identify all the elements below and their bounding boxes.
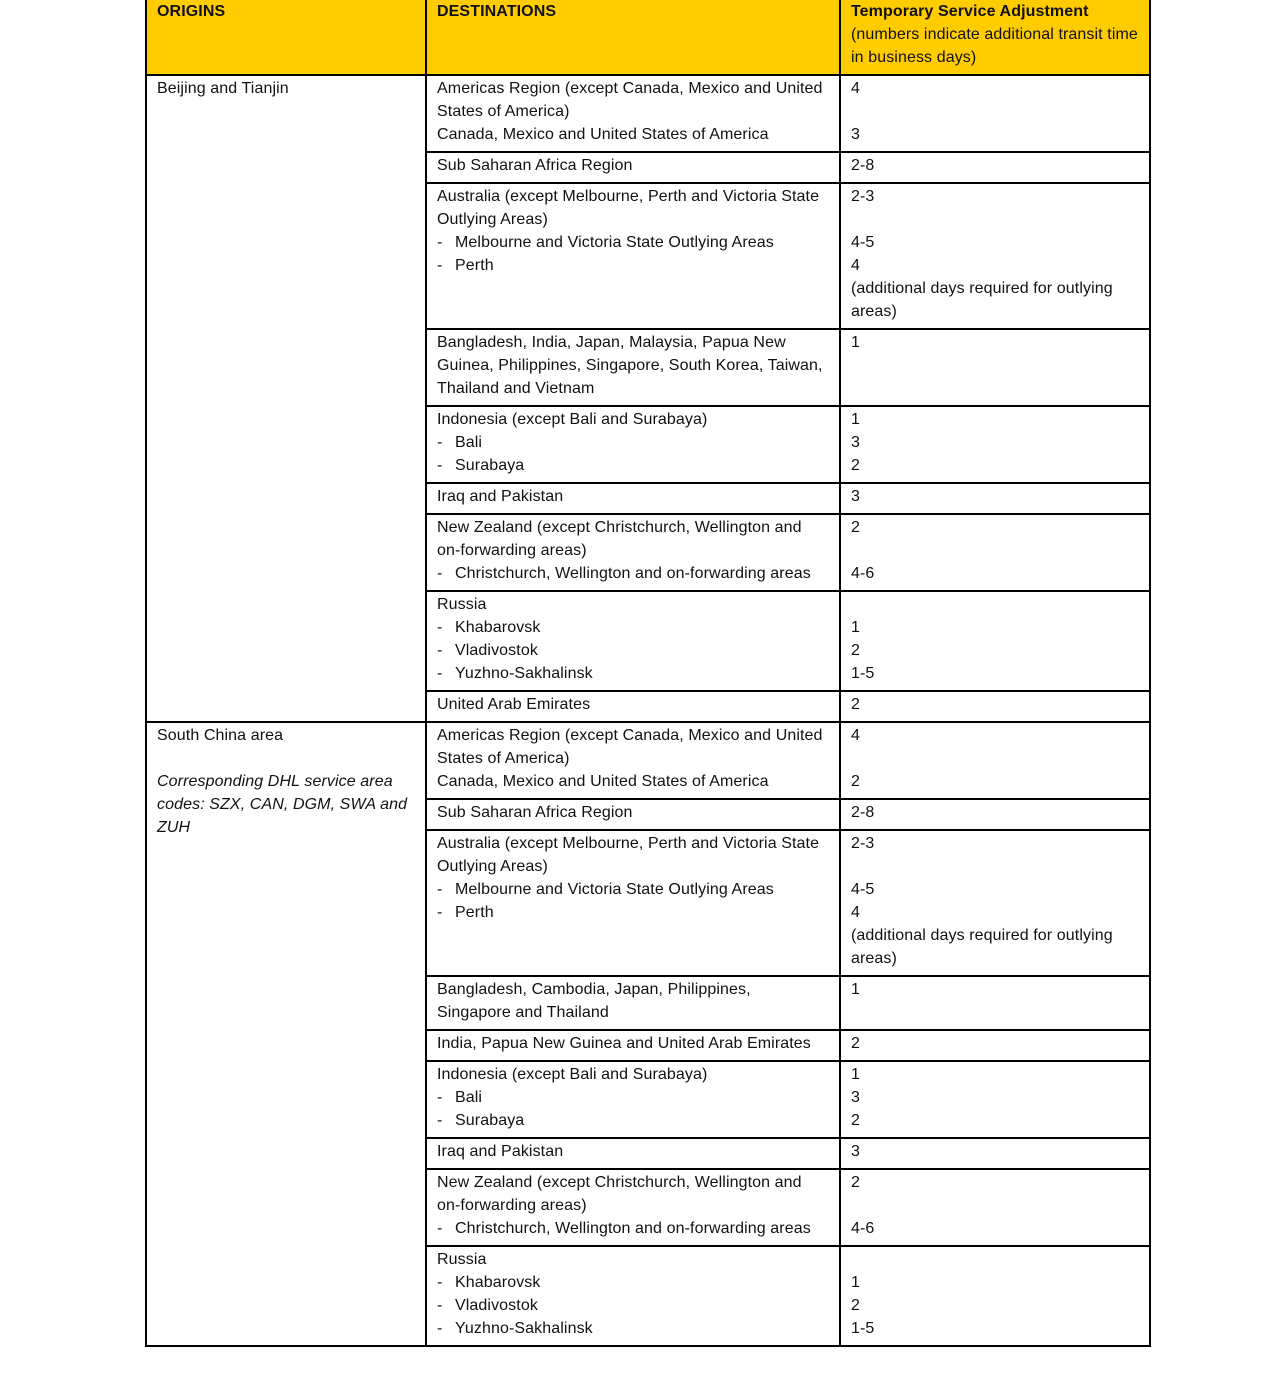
adjustment-value: 4 [851,257,860,274]
adjustment-value: 1 [851,411,860,428]
destination-sub-item [437,662,829,685]
destination-sub-item [437,1317,829,1340]
adjustment-value: 1 [851,334,860,351]
destination-label: United Arab Emirates [437,696,591,713]
adjustment-value: 3 [851,1143,860,1160]
destination-cell [426,1246,840,1346]
adjustment-value: (additional days required for outlying areas) [851,280,1113,320]
adjustment-cell [840,406,1150,483]
adjustment-value [851,593,1139,616]
destination-sub-item [437,878,829,901]
destination-sub-label: Melbourne and Victoria State Outlying Areas [455,881,774,898]
adjustment-value: 3 [851,1089,860,1106]
destinations-header-label: DESTINATIONS [437,3,557,20]
adjustment-value: 4-6 [851,565,875,582]
adjustment-cell [840,799,1150,830]
destination-cell [426,1061,840,1138]
origin-cell [146,75,426,722]
table-row [146,75,1150,152]
destination-label: Bangladesh, India, Japan, Malaysia, Papua New Guinea, Philippines, Singapore, South Korea, Taiwan, Thailand and Vietnam [437,334,827,397]
adjustment-value: 2-8 [851,157,875,174]
list-dash: - [437,1274,443,1291]
adjustment-value: 4-6 [851,1220,875,1237]
list-dash: - [437,1297,443,1314]
destination-label: Canada, Mexico and United States of America [437,126,769,143]
adjustment-value: 1 [851,1066,860,1083]
list-dash: - [437,904,443,921]
adjustment-header-note: (numbers indicate additional transit time in business days) [851,26,1138,66]
adjustment-value: 2-3 [851,188,875,205]
destination-sub-item [437,431,829,454]
adjustment-value: 2 [851,642,860,659]
list-dash: - [437,565,443,582]
header-row [146,0,1150,75]
destination-sub-item [437,1217,829,1240]
adjustment-value: 4-5 [851,234,875,251]
destination-cell [426,830,840,976]
list-dash: - [437,434,443,451]
adjustment-value: 1 [851,981,860,998]
origin-cell [146,722,426,1346]
destination-sub-item [437,1109,829,1132]
destination-cell [426,1169,840,1246]
destination-label: Bangladesh, Cambodia, Japan, Philippines, Singapore and Thailand [437,981,756,1021]
destination-sub-item [437,562,829,585]
destination-cell [426,514,840,591]
destination-label: India, Papua New Guinea and United Arab Emirates [437,1035,811,1052]
destination-sub-item [437,1086,829,1109]
adjustment-cell [840,183,1150,329]
adjustment-value: 2 [851,457,860,474]
adjustment-value: 1 [851,619,860,636]
list-dash: - [437,1220,443,1237]
adjustment-value: 1-5 [851,665,875,682]
adjustment-value: 2 [851,1297,860,1314]
destination-cell [426,152,840,183]
destination-sub-label: Yuzhno-Sakhalinsk [455,665,593,682]
destination-label: Russia [437,596,487,613]
adjustment-value: 2 [851,1035,860,1052]
destination-cell [426,591,840,691]
adjustment-cell [840,1246,1150,1346]
destination-sub-label: Vladivostok [455,642,538,659]
adjustment-cell [840,591,1150,691]
destination-sub-item [437,1294,829,1317]
destination-label: Canada, Mexico and United States of America [437,773,769,790]
destination-cell [426,722,840,799]
adjustment-value: 2-3 [851,835,875,852]
destination-cell [426,406,840,483]
list-dash: - [437,457,443,474]
destination-sub-label: Surabaya [455,457,525,474]
adjustment-value: 1 [851,1274,860,1291]
adjustment-header [840,0,1150,75]
table-body [146,75,1150,1346]
list-dash: - [437,1320,443,1337]
destination-cell [426,483,840,514]
adjustment-cell [840,329,1150,406]
list-dash: - [437,881,443,898]
adjustment-value: 3 [851,488,860,505]
destination-cell [426,799,840,830]
destination-sub-label: Christchurch, Wellington and on-forwarding areas [455,1220,811,1237]
destination-cell [426,691,840,722]
destination-sub-label: Yuzhno-Sakhalinsk [455,1320,593,1337]
adjustment-cell [840,976,1150,1030]
destination-sub-label: Perth [455,257,494,274]
adjustment-value: 2-8 [851,804,875,821]
destination-sub-item [437,254,829,277]
destination-label: Sub Saharan Africa Region [437,157,633,174]
destination-sub-label: Melbourne and Victoria State Outlying Areas [455,234,774,251]
destination-sub-label: Khabarovsk [455,619,541,636]
adjustment-value [851,100,1139,123]
list-dash: - [437,1112,443,1129]
adjustment-value: 2 [851,519,860,536]
destination-sub-label: Bali [455,1089,483,1106]
adjustment-cell [840,691,1150,722]
adjustment-value: 4 [851,80,860,97]
adjustment-value: 2 [851,1174,860,1191]
adjustment-cell [840,514,1150,591]
destination-sub-item [437,616,829,639]
adjustment-cell [840,1169,1150,1246]
adjustment-value [851,208,1139,231]
adjustment-cell [840,1030,1150,1061]
list-dash: - [437,619,443,636]
destination-sub-label: Khabarovsk [455,1274,541,1291]
adjustment-value: 4 [851,727,860,744]
destination-label: Australia (except Melbourne, Perth and Victoria State Outlying Areas) [437,835,824,875]
list-dash: - [437,642,443,659]
adjustment-value [851,1248,1139,1271]
adjustment-cell [840,75,1150,152]
destination-cell [426,976,840,1030]
list-dash: - [437,665,443,682]
spacer [157,747,415,770]
destination-cell [426,1030,840,1061]
destination-cell [426,183,840,329]
adjustment-cell [840,152,1150,183]
adjustment-value: 1-5 [851,1320,875,1337]
list-dash: - [437,1089,443,1106]
destination-cell [426,75,840,152]
destinations-header [426,0,840,75]
destination-label: Americas Region (except Canada, Mexico and United States of America) [437,80,828,120]
adjustment-value: 3 [851,434,860,451]
origins-header [146,0,426,75]
adjustment-cell [840,1138,1150,1169]
list-dash: - [437,257,443,274]
destination-label: Americas Region (except Canada, Mexico and United States of America) [437,727,828,767]
adjustment-value: (additional days required for outlying areas) [851,927,1113,967]
destination-sub-label: Surabaya [455,1112,525,1129]
destination-cell [426,1138,840,1169]
adjustment-value: 3 [851,126,860,143]
destination-sub-label: Vladivostok [455,1297,538,1314]
destination-sub-label: Christchurch, Wellington and on-forwarding areas [455,565,811,582]
adjustment-cell [840,1061,1150,1138]
origin-name: South China area [157,727,284,744]
destination-sub-item [437,901,829,924]
adjustment-value [851,1194,1139,1217]
destination-label: New Zealand (except Christchurch, Wellington and on-forwarding areas) [437,1174,807,1214]
destination-sub-label: Perth [455,904,494,921]
adjustment-value: 2 [851,696,860,713]
destination-sub-item [437,639,829,662]
destination-sub-item [437,231,829,254]
adjustment-value [851,539,1139,562]
adjustment-value [851,747,1139,770]
destination-sub-label: Bali [455,434,483,451]
adjustment-value: 4-5 [851,881,875,898]
destination-label: Iraq and Pakistan [437,1143,564,1160]
destination-label: Sub Saharan Africa Region [437,804,633,821]
destination-label: Russia [437,1251,487,1268]
adjustment-value: 2 [851,1112,860,1129]
list-dash: - [437,234,443,251]
origin-name: Beijing and Tianjin [157,80,289,97]
destination-sub-item [437,454,829,477]
destination-label: Indonesia (except Bali and Surabaya) [437,1066,708,1083]
adjustment-cell [840,483,1150,514]
destination-label: Australia (except Melbourne, Perth and Victoria State Outlying Areas) [437,188,824,228]
destination-sub-item [437,1271,829,1294]
origin-note: Corresponding DHL service area codes: SZX, CAN, DGM, SWA and ZUH [157,773,412,836]
origins-header-label: ORIGINS [157,3,226,20]
service-adjustment-table [145,0,1151,1347]
adjustment-value: 4 [851,904,860,921]
adjustment-cell [840,830,1150,976]
destination-label: New Zealand (except Christchurch, Wellington and on-forwarding areas) [437,519,807,559]
destination-label: Indonesia (except Bali and Surabaya) [437,411,708,428]
table-header [146,0,1150,75]
destination-label: Iraq and Pakistan [437,488,564,505]
table-row [146,722,1150,799]
adjustment-value [851,855,1139,878]
destination-cell [426,329,840,406]
adjustment-header-title: Temporary Service Adjustment [851,3,1089,20]
adjustment-value: 2 [851,773,860,790]
adjustment-cell [840,722,1150,799]
